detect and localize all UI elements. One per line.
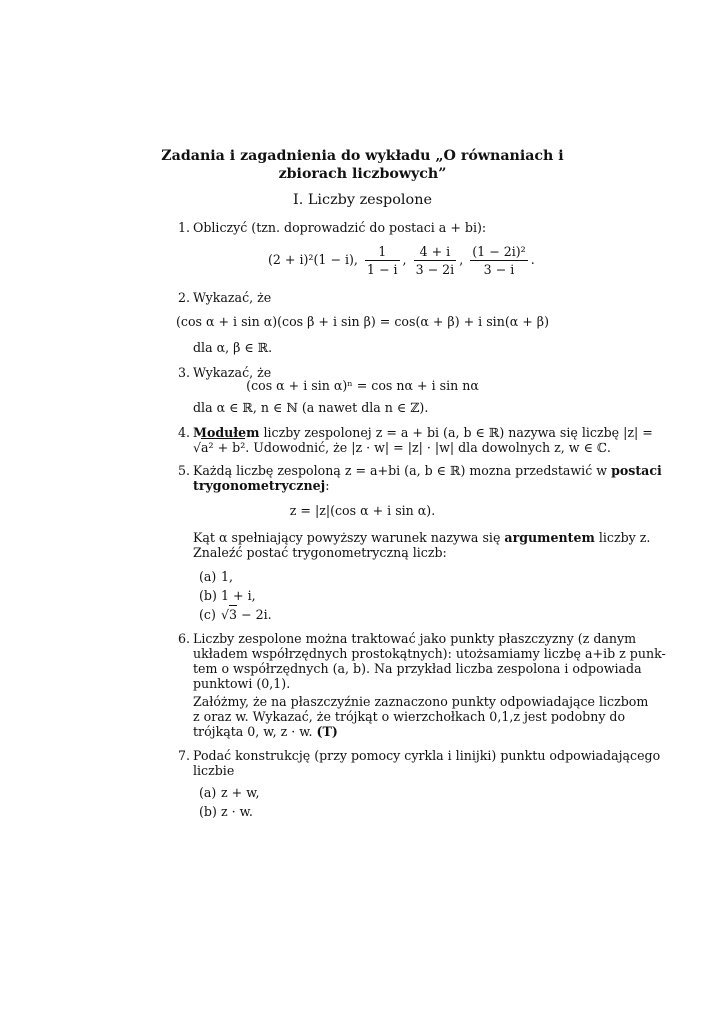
problem-5-item-a-label: (a) (199, 569, 217, 584)
problem-5-formula: z = |z|(cos α + i sin α). (289, 503, 436, 518)
problem-7-item-b: z · w. (221, 804, 253, 819)
expr-1: (2 + i)²(1 − i), (268, 252, 358, 267)
problem-6-line-2: układem współrzędnych prostokątnych): utożsamiamy liczbę a+ib z punk- (193, 646, 666, 661)
problem-5-item-c-label: (c) (199, 607, 216, 622)
problem-3-text: Wykazać, że (193, 365, 272, 380)
problem-6-line-4: punktowi (0,1). (193, 676, 291, 691)
problem-7-line2: liczbie (193, 763, 235, 778)
problem-1-expressions: (2 + i)²(1 − i), $\frac{1}{1 - i}$ , $\frac{4 + i}{3 - 2i}$ , $\frac{\text{(1 − 2i)²}}{3 - i}$ . (268, 244, 535, 277)
problem-4-line1: Modułem liczby zespolonej z = a + bi (a, b ∈ ℝ) nazywa się liczbę |z| = (193, 425, 653, 440)
problem-7-item-b-label: (b) (199, 804, 217, 819)
problem-7-line1: Podać konstrukcję (przy pomocy cyrkla i linijki) punktu odpowiadającego (193, 748, 661, 763)
problem-5-item-a: 1, (221, 569, 234, 584)
fraction-3: $\frac{\text{(1 − 2i)²}}{3 - i}$ (472, 244, 526, 277)
problem-3-number: 3. (177, 365, 190, 380)
problem-6-line-6: z oraz w. Wykazać, że trójkąt o wierzchołkach 0,1,z jest podobny do (193, 709, 626, 724)
problem-7-number: 7. (177, 748, 190, 763)
problem-5-item-b: 1 + i, (221, 588, 256, 603)
problem-5-line2: trygonometrycznej: (193, 478, 330, 493)
problem-5-text2: Znaleźć postać trygonometryczną liczb: (193, 545, 447, 560)
problem-6-line-7: trójkąta 0, w, z · w. (T) (193, 724, 338, 739)
problem-3-formula: (cos α + i sin α)ⁿ = cos nα + i sin nα (246, 378, 479, 393)
problem-4-line2: √a² + b². Udowodnić, że |z · w| = |z| · |w| dla dowolnych z, w ∈ ℂ. (193, 440, 611, 455)
problem-2-number: 2. (177, 290, 190, 305)
section-title: I. Liczby zespolone (293, 192, 432, 208)
term-modulus: Modułem (193, 425, 260, 440)
problem-5-item-c: √3 − 2i. (221, 607, 272, 622)
problem-5-line1: Każdą liczbę zespoloną z = a+bi (a, b ∈ ℝ) mozna przedstawić w postaci (193, 463, 662, 478)
problem-7-item-a: z + w, (221, 785, 260, 800)
problem-3-condition: dla α ∈ ℝ, n ∈ ℕ (a nawet dla n ∈ ℤ). (193, 400, 429, 415)
problem-5-item-b-label: (b) (199, 588, 217, 603)
fraction-1: $\frac{1}{1 - i}$ (366, 244, 398, 277)
problem-2-formula: (cos α + i sin α)(cos β + i sin β) = cos(α + β) + i sin(α + β) (175, 314, 549, 329)
problem-6-line-1: Liczby zespolone można traktować jako punkty płaszczyzny (z danym (193, 631, 637, 646)
problem-1-number: 1. (177, 220, 190, 235)
doc-title-line1: Zadania i zagadnienia do wykładu „O równaniach i (161, 148, 564, 164)
problem-4-number: 4. (177, 425, 190, 440)
problem-1-text: Obliczyć (tzn. doprowadzić do postaci a + bi): (193, 220, 487, 235)
problem-2-text: Wykazać, że (193, 290, 272, 305)
problem-6-line-3: tem o współrzędnych (a, b). Na przykład liczba zespolona i odpowiada (193, 661, 642, 676)
problem-5-number: 5. (177, 463, 190, 478)
doc-title-line2: zbiorach liczbowych” (278, 166, 447, 182)
problem-6-number: 6. (177, 631, 190, 646)
problem-7-item-a-label: (a) (199, 785, 217, 800)
fraction-2: $\frac{4 + i}{3 - 2i}$ (415, 244, 455, 277)
term-argumentem: argumentem (504, 530, 595, 545)
tag-t: (T) (316, 724, 338, 739)
problem-5-text1: Kąt α spełniający powyższy warunek nazywa się argumentem liczby z. (193, 530, 651, 545)
problem-2-condition: dla α, β ∈ ℝ. (193, 340, 273, 355)
term-trygonometrycznej: trygonometrycznej (193, 478, 326, 493)
term-postaci: postaci (611, 463, 662, 478)
problem-6-line-5: Załóżmy, że na płaszczyźnie zaznaczono punkty odpowiadające liczbom (193, 694, 649, 709)
